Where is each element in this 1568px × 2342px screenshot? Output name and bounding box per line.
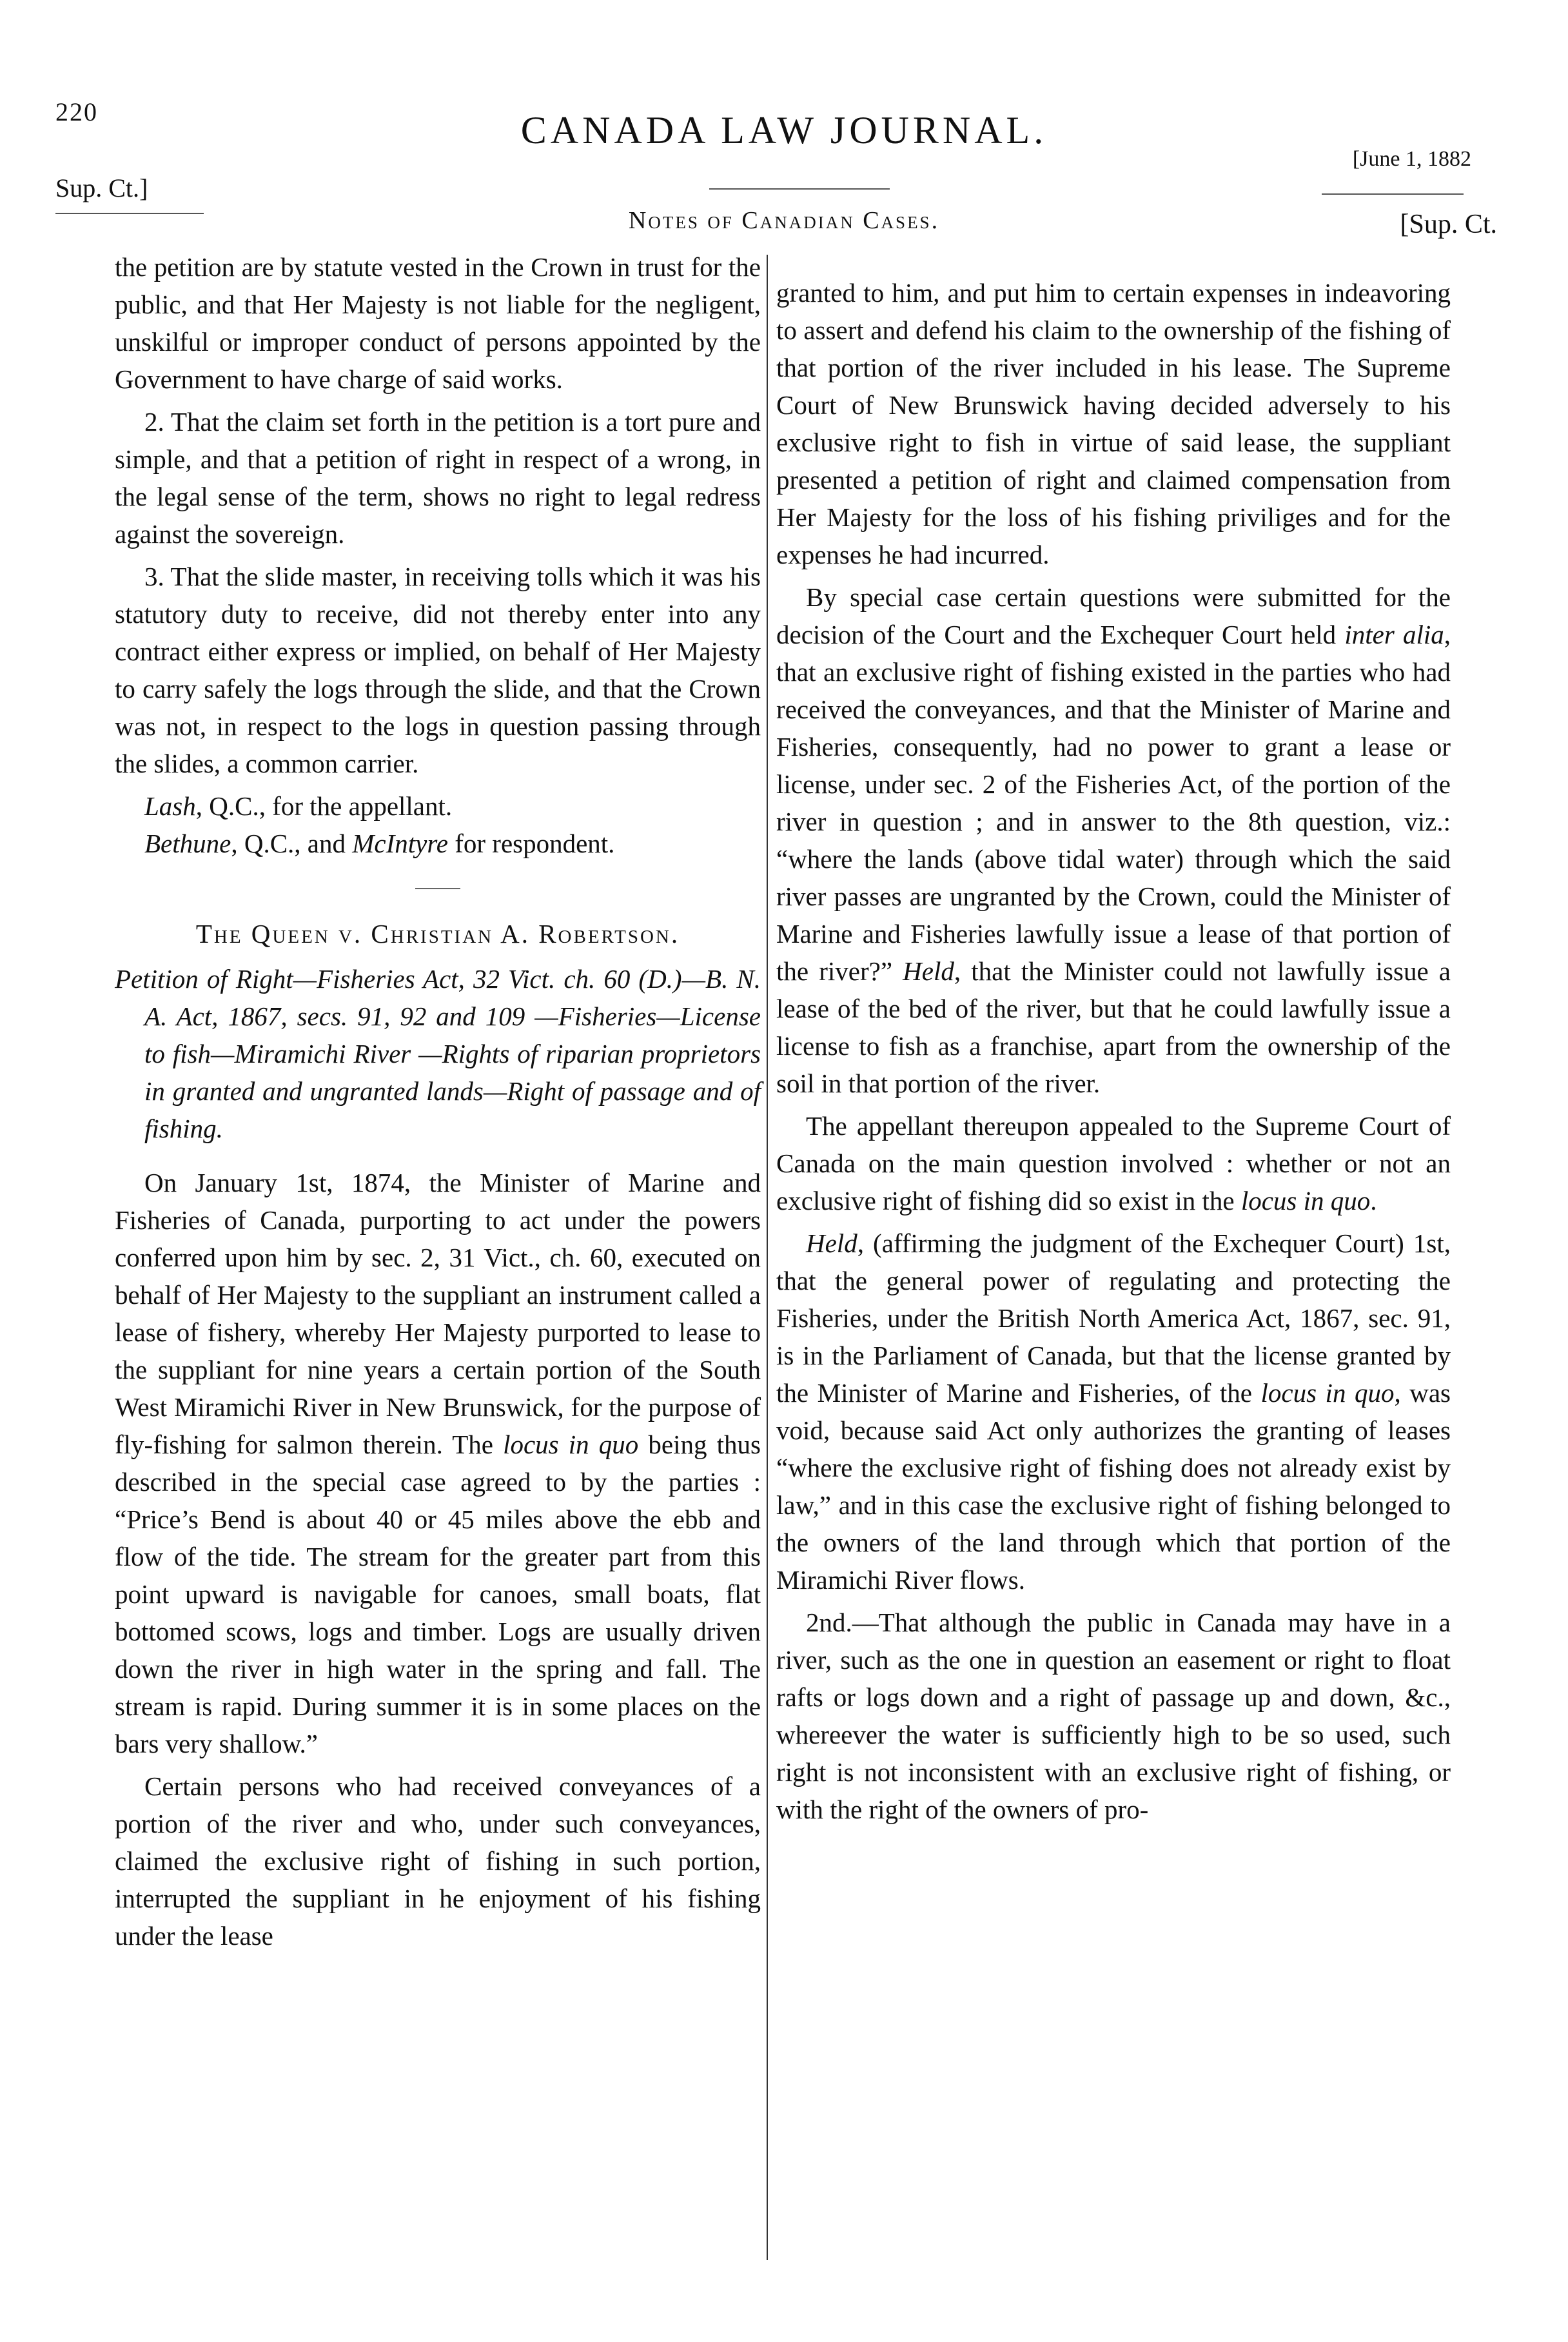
section-separator <box>415 888 460 889</box>
paragraph: Certain persons who had received conveyances of a portion of the river and who, under such conveyances, claimed the exclusive right of fishing in such portion, interrupted the suppliant in he enjoyment of his fishing under the lease <box>115 1771 761 1951</box>
left-column <box>115 248 761 1960</box>
column-divider <box>767 255 768 2260</box>
paragraph: By special case certain questions were submitted for the decision of the Court and the Exchequer Court held inter alia, that an exclusive right of fishing existed in the parties who had received the conveyances, and that the Minister of Marine and Fisheries, consequently, had no power to grant a lease or license, under sec. 2 of the Fisheries Act, of the portion of the river in question ; and in answer to the 8th question, viz.: “where the lands (above tidal water) through which the said river passes are ungranted by the Crown, could the Minister of Marine and Fisheries lawfully issue a lease of that portion of the river?” Held, that the Minister could not lawfully issue a lease of the bed of the river, but that he could lawfully issue a license to fish as a franchise, apart from the ownership of the soil in that portion of the river. <box>776 582 1451 1098</box>
case-title: The Queen v. Christian A. Robertson. <box>195 919 680 949</box>
section-title: Notes of Canadian Cases. <box>628 207 940 234</box>
header-rule-right <box>1322 193 1464 195</box>
header-rule-left <box>55 213 204 214</box>
counsel-text: for respondent. <box>447 829 615 858</box>
section-right: [Sup. Ct. <box>1400 210 1497 239</box>
journal-title: CANADA LAW JOURNAL. <box>520 109 1048 152</box>
paragraph: 2nd.—That although the public in Canada may have in a river, such as the one in question an easement or right to float rafts or logs down and a right of passage up and down, &c., whereever the water is sufficiently high to be so used, such right is not inconsistent with an exclusive right of fishing, or with the right of the owners of pro- <box>776 1608 1451 1824</box>
counsel-name: Lash <box>144 791 196 821</box>
counsel-text: , Q.C., and <box>231 829 353 858</box>
paragraph: the petition are by statute vested in the Crown in trust for the public, and that Her Majesty is not liable for the negligent, unskilful or improper conduct of persons appointed by the Government to have charge of said works. <box>115 252 761 394</box>
right-column <box>776 274 1451 1833</box>
counsel-respondent <box>115 825 761 862</box>
issue-date: [June 1, 1882 <box>1352 147 1471 171</box>
paragraph: 3. That the slide master, in receiving tolls which it was his statutory duty to receive, did not thereby enter into any contract either express or implied, on behalf of Her Majesty to carry safely the logs through the slide, and that the Crown was not, in respect to the logs in question passing through the slides, a common carrier. <box>115 562 761 778</box>
case-headnote: Petition of Right—Fisheries Act, 32 Vict. ch. 60 (D.)—B. N. A. Act, 1867, secs. 91, 92 and 109 —Fisheries—License to fish—Miramichi River —Rights of riparian proprietors in granted and ungranted lands—Right of passage and of fishing. <box>115 964 761 1143</box>
section-left: Sup. Ct.] <box>55 173 148 202</box>
running-header <box>0 0 1568 258</box>
page-number: 220 <box>55 97 98 126</box>
paragraph: 2. That the claim set forth in the petition is a tort pure and simple, and that a petition of right in respect of a wrong, in the legal sense of the term, shows no right to legal redress against the sovereign. <box>115 407 761 549</box>
paragraph: The appellant thereupon appealed to the Supreme Court of Canada on the main question involved : whether or not an exclusive right of fishing did so exist in the locus in quo. <box>776 1111 1451 1215</box>
counsel-text: , Q.C., for the appellant. <box>195 791 453 821</box>
paragraph: On January 1st, 1874, the Minister of Marine and Fisheries of Canada, purporting to act under the powers conferred upon him by sec. 2, 31 Vict., ch. 60, executed on behalf of Her Majesty to the suppliant an instrument called a lease of fishery, whereby Her Majesty purported to lease to the suppliant for nine years a certain portion of the South West Miramichi River in New Brunswick, for the purpose of fly-fishing for salmon therein. The locus in quo being thus described in the special case agreed to by the parties : “Price’s Bend is about 40 or 45 miles above the ebb and flow of the tide. The stream for the greater part from this point upward is navigable for canoes, small boats, flat bottomed scows, logs and timber. Logs are usually driven down the river in high water in the spring and fall. The stream is rapid. During summer it is in some places on the bars very shallow.” <box>115 1168 761 1758</box>
header-rule-center <box>709 188 890 190</box>
paragraph: Held, (affirming the judgment of the Exchequer Court) 1st, that the general power of regulating and protecting the Fisheries, under the British North America Act, 1867, sec. 91, is in the Parliament of Canada, but that the license granted by the Minister of Marine and Fisheries, of the locus in quo, was void, because said Act only authorizes the granting of leases “where the exclusive right of fishing does not already exist by law,” and in this case the exclusive right of fishing belonged to the owners of the land through which that portion of the Miramichi River flows. <box>776 1228 1451 1595</box>
counsel-name: Bethune <box>144 829 231 858</box>
paragraph: granted to him, and put him to certain expenses in indeavoring to assert and defend his claim to the ownership of the fishing of that portion of the river included in his lease. The Supreme Court of New Brunswick having decided adversely to his exclusive right to fish in virtue of said lease, the suppliant presented a petition of right and claimed compensation from Her Majesty for the loss of his fishing priviliges and for the expenses he had incurred. <box>776 278 1451 569</box>
counsel-name: McIntyre <box>352 829 448 858</box>
counsel-appellant <box>115 787 761 825</box>
